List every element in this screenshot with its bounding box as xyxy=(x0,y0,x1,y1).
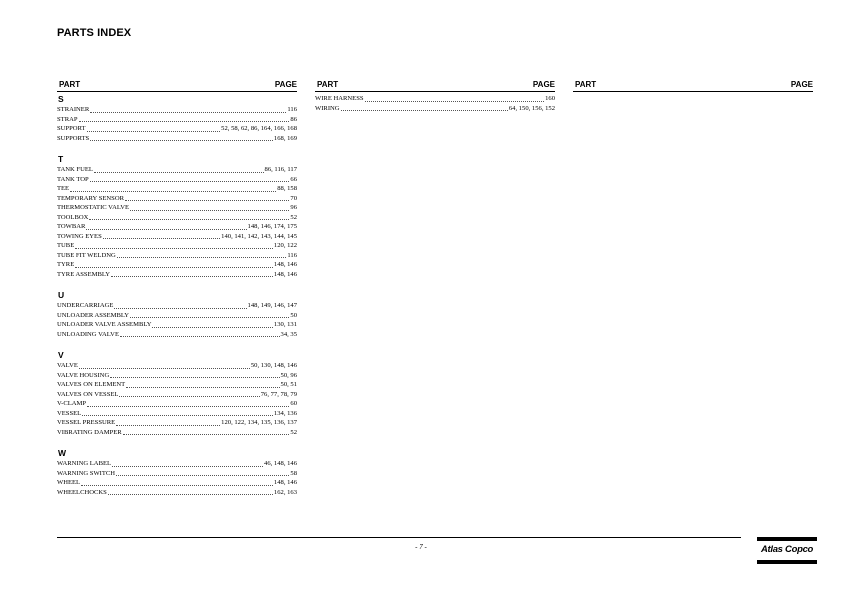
index-entry xyxy=(57,241,297,251)
page-numbers: 148, 146 xyxy=(273,479,297,486)
page-numbers: 58 xyxy=(290,469,297,477)
page-numbers: 64, 150, 156, 152 xyxy=(508,104,555,112)
page-numbers: 50, 130, 148, 146 xyxy=(250,362,297,369)
page-numbers: 130, 131 xyxy=(273,321,297,328)
letter-section xyxy=(57,448,297,497)
index-entry xyxy=(57,478,297,488)
dot-leader xyxy=(75,242,273,249)
part-name: WIRING xyxy=(315,104,340,112)
dot-leader xyxy=(75,261,273,268)
part-name: WARNING SWITCH xyxy=(57,469,116,477)
page-header: PAGE xyxy=(790,80,813,89)
index-entry xyxy=(57,134,297,144)
part-name: TUBE FIT WELDNG xyxy=(57,251,116,259)
page-numbers: 120, 122 xyxy=(273,242,297,249)
part-name: VESSEL xyxy=(57,409,82,417)
index-entry xyxy=(57,488,297,498)
part-name: WHEELCHOCKS xyxy=(57,488,107,496)
part-name: SUPPORT xyxy=(57,125,86,132)
part-name: VALVE HOUSING xyxy=(57,371,110,379)
part-name: STRAINER xyxy=(57,106,90,113)
dot-leader xyxy=(123,428,290,435)
page-numbers: 50, 96 xyxy=(280,371,297,379)
dot-leader xyxy=(79,115,290,122)
dot-leader xyxy=(116,419,220,426)
index-entry xyxy=(57,320,297,330)
index-entry xyxy=(57,469,297,479)
part-name: STRAP xyxy=(57,115,78,123)
page-numbers: 148, 146 xyxy=(273,270,297,278)
page-numbers: 86 xyxy=(290,115,297,123)
part-name: TEMPORARY SENSOR xyxy=(57,194,124,202)
letter-section xyxy=(57,290,297,339)
part-name: V-CLAMP xyxy=(57,400,87,407)
dot-leader xyxy=(130,204,289,211)
part-name: TEE xyxy=(57,185,70,192)
page-numbers: 66 xyxy=(290,175,297,183)
page-number: - 7 - xyxy=(415,543,427,551)
column-1-body xyxy=(57,94,297,497)
index-entry xyxy=(57,380,297,390)
index-entry xyxy=(57,232,297,242)
part-name: TOOLBOX xyxy=(57,213,89,221)
dot-leader xyxy=(81,479,273,486)
page-numbers: 52 xyxy=(290,213,297,221)
dot-leader xyxy=(90,175,290,182)
part-name: TYRE xyxy=(57,261,75,268)
dot-leader xyxy=(87,125,221,132)
part-name: VESSEL PRESSURE xyxy=(57,419,116,426)
part-name: WIRE HARNESS xyxy=(315,95,364,102)
section-letter: W xyxy=(58,448,67,458)
dot-leader xyxy=(70,185,276,192)
part-name: TANK FUEL xyxy=(57,166,93,173)
page-numbers: 160 xyxy=(545,95,555,102)
index-column-1 xyxy=(57,79,297,497)
dot-leader xyxy=(120,330,280,337)
index-entry xyxy=(57,251,297,261)
page-numbers: 86, 116, 117 xyxy=(264,166,297,173)
page-numbers: 52 xyxy=(290,428,297,436)
column-header xyxy=(573,79,813,92)
index-entry xyxy=(57,213,297,223)
page-numbers: 116 xyxy=(287,106,297,113)
part-name: SUPPORTS xyxy=(57,134,90,142)
part-name: UNLOADER VALVE ASSEMBLY xyxy=(57,321,152,328)
index-entry xyxy=(57,399,297,409)
section-letter: S xyxy=(58,94,64,104)
part-name: TANK TOP xyxy=(57,175,89,183)
index-entry xyxy=(315,104,555,114)
column-2-body xyxy=(315,94,555,113)
part-header: PART xyxy=(59,80,81,89)
part-name: VIBRATING DAMPER xyxy=(57,428,122,436)
section-letter: U xyxy=(58,290,65,300)
page-numbers: 70 xyxy=(290,194,297,202)
dot-leader xyxy=(90,106,286,113)
dot-leader xyxy=(103,232,220,239)
page-numbers: 168, 169 xyxy=(273,134,297,142)
index-entry xyxy=(57,175,297,185)
page-numbers: 148, 146 xyxy=(273,261,297,268)
page-numbers: 148, 146, 174, 175 xyxy=(247,223,297,230)
part-name: TOWING EYES xyxy=(57,232,102,240)
dot-leader xyxy=(94,166,264,173)
column-header xyxy=(57,79,297,92)
page-numbers: 134, 136 xyxy=(273,409,297,417)
dot-leader xyxy=(114,302,246,309)
part-name: TUBE xyxy=(57,242,75,249)
atlas-copco-logo xyxy=(757,537,817,565)
dot-leader xyxy=(82,409,273,416)
section-letter: T xyxy=(58,154,64,164)
section-letter: V xyxy=(58,350,64,360)
page-numbers: 50 xyxy=(290,311,297,319)
page-numbers: 52, 58, 62, 86, 164, 166, 168 xyxy=(221,125,297,132)
index-entry xyxy=(57,203,297,213)
logo-bar-top xyxy=(757,537,817,541)
dot-leader xyxy=(152,321,272,328)
part-name: VALVES ON VESSEL xyxy=(57,390,119,398)
page-numbers: 46, 148, 146 xyxy=(264,460,297,467)
page-header: PAGE xyxy=(532,80,555,89)
column-header xyxy=(315,79,555,92)
page-numbers: 34, 35 xyxy=(280,330,297,338)
part-name: TYRE ASSEMBLY xyxy=(57,270,111,278)
part-name: UNLOADING VALVE xyxy=(57,330,119,338)
index-column-2 xyxy=(315,79,555,113)
dot-leader xyxy=(130,311,289,318)
section-spacer xyxy=(57,143,297,152)
dot-leader xyxy=(90,134,273,141)
page-numbers: 60 xyxy=(290,400,297,407)
index-entry xyxy=(315,94,555,104)
dot-leader xyxy=(341,104,508,111)
logo-bar-bottom xyxy=(757,560,817,564)
dot-leader xyxy=(89,213,289,220)
dot-leader xyxy=(108,488,273,495)
part-name: THERMOSTATIC VALVE xyxy=(57,204,130,211)
index-entry xyxy=(57,409,297,419)
section-spacer xyxy=(57,279,297,288)
part-header: PART xyxy=(575,80,597,89)
dot-leader xyxy=(126,381,279,388)
index-entry xyxy=(57,418,297,428)
index-entry xyxy=(57,222,297,232)
index-entry xyxy=(57,260,297,270)
footer-divider xyxy=(57,537,741,538)
dot-leader xyxy=(86,223,246,230)
page-numbers: 96 xyxy=(290,204,297,211)
index-entry xyxy=(57,371,297,381)
part-name: UNLOADER ASSEMBLY xyxy=(57,311,130,319)
index-entry xyxy=(57,330,297,340)
index-entry xyxy=(57,428,297,438)
dot-leader xyxy=(110,371,279,378)
page-numbers: 140, 141, 142, 143, 144, 145 xyxy=(221,232,297,240)
index-entry xyxy=(57,124,297,134)
index-entry xyxy=(57,311,297,321)
index-entry xyxy=(57,459,297,469)
letter-section xyxy=(57,94,297,143)
dot-leader xyxy=(365,95,545,102)
index-entry xyxy=(57,361,297,371)
index-entry xyxy=(57,194,297,204)
dot-leader xyxy=(112,460,263,467)
page-title: PARTS INDEX xyxy=(57,27,132,39)
letter-section xyxy=(57,350,297,437)
dot-leader xyxy=(87,400,289,407)
part-name: UNDERCARRIAGE xyxy=(57,302,114,309)
logo-text: Atlas Copco xyxy=(760,544,814,555)
index-entry xyxy=(57,165,297,175)
page-numbers: 76, 77, 78, 79 xyxy=(260,390,297,398)
dot-leader xyxy=(125,194,289,201)
index-column-3 xyxy=(573,79,813,92)
part-name: VALVE xyxy=(57,362,78,369)
part-name: WARNING LABEL xyxy=(57,460,112,467)
part-header: PART xyxy=(317,80,339,89)
page-numbers: 162, 163 xyxy=(273,488,297,496)
dot-leader xyxy=(111,270,273,277)
dot-leader xyxy=(79,362,250,369)
index-entry xyxy=(57,390,297,400)
page-numbers: 148, 149, 146, 147 xyxy=(247,302,297,309)
index-entry xyxy=(57,301,297,311)
page-numbers: 88, 158 xyxy=(277,185,297,192)
dot-leader xyxy=(117,251,287,258)
index-entry xyxy=(57,184,297,194)
part-name: TOWBAR xyxy=(57,223,86,230)
dot-leader xyxy=(116,469,289,476)
dot-leader xyxy=(119,390,259,397)
section-spacer xyxy=(57,437,297,446)
section-spacer xyxy=(57,339,297,348)
letter-section xyxy=(57,154,297,279)
index-entry xyxy=(57,115,297,125)
part-name: VALVES ON ELEMENT xyxy=(57,381,126,388)
page-numbers: 50, 51 xyxy=(280,381,297,388)
page-numbers: 120, 122, 134, 135, 136, 137 xyxy=(221,419,297,426)
page-numbers: 116 xyxy=(287,251,297,259)
index-entry xyxy=(57,270,297,280)
part-name: WHEEL xyxy=(57,479,81,486)
page-header: PAGE xyxy=(274,80,297,89)
index-entry xyxy=(57,105,297,115)
